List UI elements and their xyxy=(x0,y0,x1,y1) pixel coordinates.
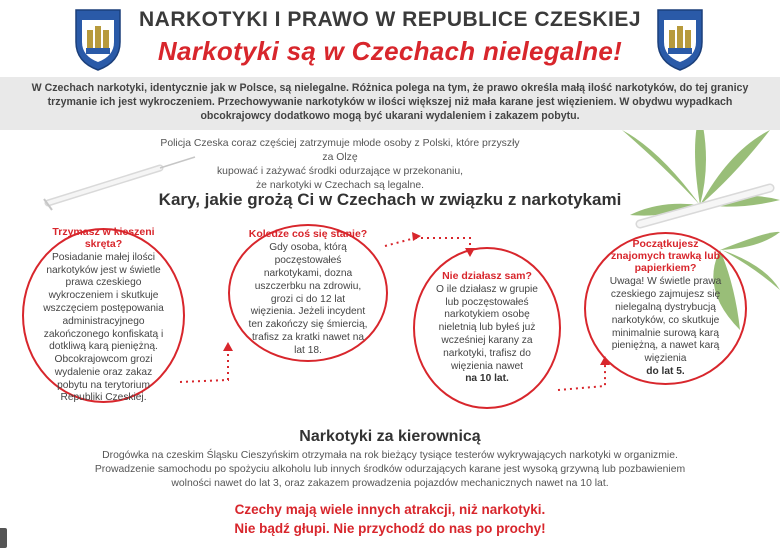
side-tab[interactable] xyxy=(0,528,7,548)
penalty-circle-group xyxy=(413,247,561,409)
circle-bold-text: na 10 lat. xyxy=(465,373,509,385)
driving-line: Prowadzenie samochodu po spożyciu alkoholu lub innych środków odurzających karane jest wysoką grzywną lub pozbawieniem xyxy=(94,464,686,475)
intro-banner: W Czechach narkotyki, identycznie jak w Polsce, są nielegalne. Różnica polega na tym, że prawo określa małą ilość narkotyków, do tej granicy trzymanie ich jest wykroczeniem. Przechowywanie narkotyków w ilości większej niż mała karane jest więzieniem. W obydwu wypadkach obcokrajowcy dodatkowo mogą być ukarani wydaleniem i zakazem pobytu. xyxy=(0,77,780,130)
intro-paragraph xyxy=(160,137,520,193)
circle-question: Trzymasz w kieszeni skręta? xyxy=(52,225,155,250)
penalties-heading: Kary, jakie grożą Ci w Czechach w związku z narkotykami xyxy=(158,190,622,209)
circle-bold-text: do lat 5. xyxy=(646,365,685,377)
driving-line: Drogówka na czeskim Śląsku Cieszyńskim otrzymała na rok bieżący tysiące testerów wykrywających narkotyki w organizmie. xyxy=(102,450,678,461)
page-title: NARKOTYKI I PRAWO W REPUBLICE CZESKIEJ xyxy=(138,8,642,31)
driving-paragraph xyxy=(90,449,690,491)
closing-message xyxy=(0,500,780,538)
driving-heading: Narkotyki za kierownicą xyxy=(299,428,481,445)
circle-question: Początkujesz znajomych trawką lub papierkiem? xyxy=(610,238,721,275)
penalty-circle-harm xyxy=(228,224,388,362)
circle-question: Koledze coś się stanie? xyxy=(248,228,368,241)
penalty-circle-distribution xyxy=(584,232,747,385)
circle-text: Uwaga! W świetle prawa czeskiego zajmujesz się nielegalną dystrybucją narkotyków, co skutkuje minimalnie surową karą pieniężną, a nawet karą więzienia xyxy=(609,276,722,365)
circle-text: Gdy osoba, którą poczęstowałeś narkotykami, dozna uszczerbku na zdrowiu, grozi ci do 12 lat więzienia. Jeżeli incydent ten zakończy się śmiercią, trafisz za kratki nawet na lat 18. xyxy=(248,242,368,356)
page-subtitle: Narkotyki są w Czechach nielegalne! xyxy=(157,36,623,66)
circle-question: Nie działasz sam? xyxy=(442,269,532,282)
penalty-circle-possession xyxy=(22,225,185,404)
circle-text: O ile działasz w grupie lub poczęstowałeś narkotykiem osobę nieletnią lub byłeś już wcześniej karany za narkotyki, trafisz do więzienia nawet xyxy=(436,283,538,372)
closing-line: Czechy mają wiele innych atrakcji, niż narkotyki. xyxy=(234,502,546,517)
intro-line: Policja Czeska coraz częściej zatrzymuje młode osoby z Polski, które przyszły za Olzę xyxy=(160,138,520,163)
intro-line: kupować i zażywać środki odurzające w przekonaniu, xyxy=(216,166,464,177)
circle-text: Posiadanie małej ilości narkotyków jest w świetle prawa czeskiego wykroczeniem i skutkuje wszczęciem postępowania administracyjnego zakończonego konfiskatą i dotkliwą karą pieniężną. Obcokrajowcom grozi wydalenie oraz zakaz pobytu na terytorium Republiki Czeskiej. xyxy=(43,251,164,404)
driving-line: wolności nawet do lat 3, oraz zakazem prowadzenia pojazdów mechanicznych nawet na 10 lat. xyxy=(171,478,609,489)
closing-line: Nie bądź głupi. Nie przychodź do nas po prochy! xyxy=(234,521,546,536)
intro-line: że narkotyki w Czechach są legalne. xyxy=(255,180,425,191)
